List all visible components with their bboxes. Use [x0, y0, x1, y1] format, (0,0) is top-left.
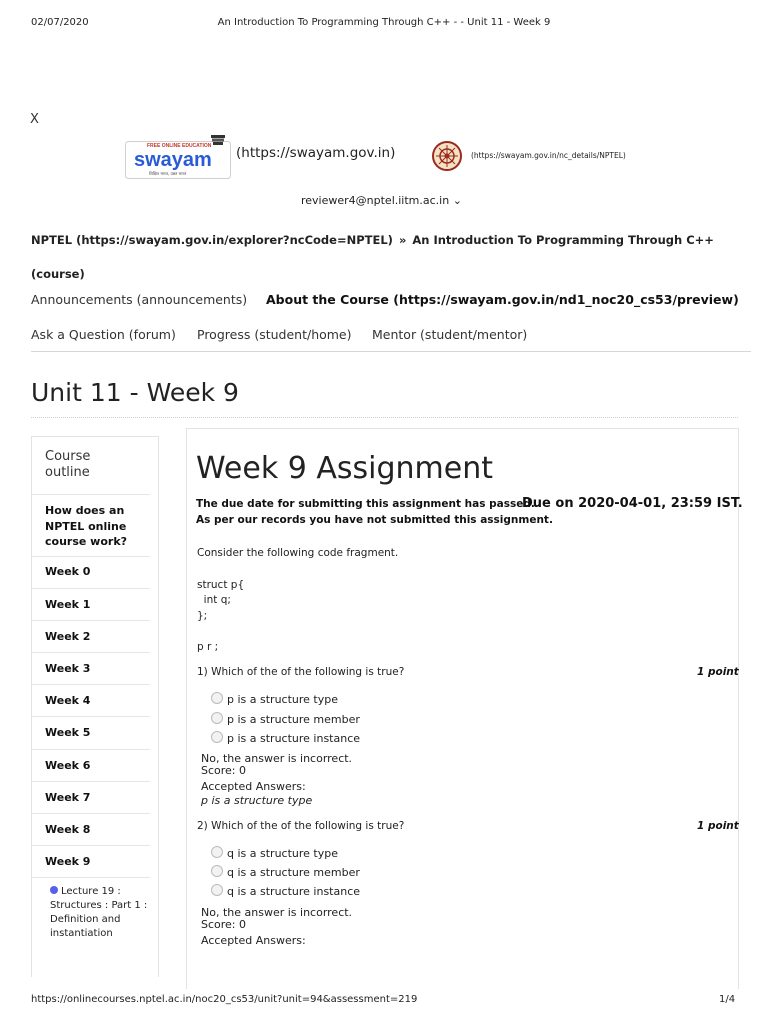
sidebar-divider [32, 749, 150, 750]
sidebar-divider [32, 845, 150, 846]
question-1-option[interactable] [211, 731, 360, 745]
option-label: p is a structure instance [227, 732, 361, 745]
question-1-accepted-answer: p is a structure type [201, 794, 313, 807]
code-line: int q; [197, 594, 231, 606]
question-1-option[interactable] [211, 692, 338, 706]
swayam-subtext: शिक्षित भारत, उन्नत भारत [149, 171, 187, 176]
question-2-points: 1 point [697, 820, 739, 832]
print-page-number: 1/4 [719, 994, 736, 1005]
sidebar-divider [32, 716, 150, 717]
nav-announcements[interactable]: Announcements (announcements) [31, 292, 248, 307]
user-menu[interactable] [301, 194, 462, 207]
assignment-panel [186, 428, 739, 989]
question-2-feedback: No, the answer is incorrect. [201, 906, 353, 919]
current-lecture-dot-icon [50, 886, 58, 894]
assignment-title: Week 9 Assignment [196, 451, 493, 486]
question-1-accepted-label: Accepted Answers: [201, 780, 306, 793]
question-1-points: 1 point [697, 666, 739, 678]
sidebar-item-week-9[interactable]: Week 9 [45, 855, 91, 868]
sidebar-item-week-1[interactable]: Week 1 [45, 598, 91, 611]
sidebar-item-week-6[interactable]: Week 6 [45, 759, 91, 772]
question-2-option[interactable] [211, 884, 360, 898]
question-intro: Consider the following code fragment. [197, 547, 399, 559]
user-email: reviewer4@nptel.iitm.ac.in [301, 194, 450, 207]
sidebar-divider [32, 781, 150, 782]
sidebar-item-week-2[interactable]: Week 2 [45, 630, 91, 643]
nav-progress[interactable]: Progress (student/home) [197, 327, 352, 342]
radio-button[interactable] [211, 865, 223, 877]
chevron-down-icon: ⌄ [452, 194, 462, 207]
option-label: q is a structure type [227, 847, 338, 860]
sidebar-divider [32, 813, 150, 814]
print-title: An Introduction To Programming Through C++ - - Unit 11 - Week 9 [217, 17, 551, 28]
nptel-link[interactable]: (https://swayam.gov.in/nc_details/NPTEL) [471, 151, 626, 160]
sidebar-divider [32, 620, 150, 621]
sidebar-divider [32, 684, 150, 685]
radio-button[interactable] [211, 884, 223, 896]
nav-about-label: About the Course (https://swayam.gov.in/nd1_noc20_cs53/preview) [266, 292, 739, 307]
sidebar-item-how-it-works[interactable]: How does an NPTEL online course work? [45, 504, 128, 548]
swayam-logo[interactable] [125, 135, 231, 179]
question-1-feedback: No, the answer is incorrect. [201, 752, 353, 765]
due-passed-notice: The due date for submitting this assignment has passed. [196, 498, 535, 510]
question-2-score: Score: 0 [201, 918, 247, 931]
question-2-option[interactable] [211, 846, 338, 860]
question-2-accepted-label: Accepted Answers: [201, 934, 306, 947]
option-label: q is a structure member [227, 866, 360, 879]
print-date: 02/07/2020 [31, 17, 89, 28]
code-line: }; [197, 610, 208, 622]
nptel-logo[interactable] [428, 141, 466, 171]
close-icon[interactable]: X [30, 112, 39, 127]
sidebar-lecture-link[interactable] [50, 885, 148, 941]
question-1-score: Score: 0 [201, 764, 247, 777]
nav-ask-question[interactable]: Ask a Question (forum) [31, 327, 176, 342]
radio-button[interactable] [211, 712, 223, 724]
sidebar-item-week-7[interactable]: Week 7 [45, 791, 91, 804]
question-1-option[interactable] [211, 712, 360, 726]
nav-about[interactable] [266, 292, 739, 307]
question-2-option[interactable] [211, 865, 360, 879]
sidebar-divider [32, 588, 150, 589]
radio-button[interactable] [211, 846, 223, 858]
option-label: p is a structure type [227, 693, 338, 706]
sidebar-divider [32, 494, 150, 495]
sidebar-heading: Course outline [45, 449, 91, 480]
sidebar-divider [32, 652, 150, 653]
nav-mentor[interactable]: Mentor (student/mentor) [372, 327, 528, 342]
swayam-logo-text: swayam [134, 149, 212, 171]
question-2-text: 2) Which of the of the following is true? [197, 820, 405, 832]
nav-divider [31, 351, 751, 352]
option-label: q is a structure instance [227, 885, 361, 898]
breadcrumb [31, 223, 721, 291]
sidebar-item-week-5[interactable]: Week 5 [45, 726, 91, 739]
radio-button[interactable] [211, 731, 223, 743]
sidebar-item-week-3[interactable]: Week 3 [45, 662, 91, 675]
swayam-link[interactable]: (https://swayam.gov.in) [236, 145, 396, 161]
radio-button[interactable] [211, 692, 223, 704]
breadcrumb-home[interactable]: NPTEL (https://swayam.gov.in/explorer?ncCode=NPTEL) [31, 233, 393, 247]
swayam-tagline: FREE ONLINE EDUCATION [147, 143, 212, 149]
print-url: https://onlinecourses.nptel.ac.in/noc20_cs53/unit?unit=94&assessment=219 [31, 994, 418, 1005]
question-1-text: 1) Which of the of the following is true? [197, 666, 405, 678]
sidebar-divider [32, 877, 150, 878]
code-line: struct p{ [197, 579, 245, 591]
not-submitted-notice: As per our records you have not submitted this assignment. [196, 514, 553, 526]
title-divider [31, 417, 738, 418]
sidebar-lecture-label: Lecture 19 : Structures : Part 1 : Definition and instantiation [50, 886, 148, 939]
due-date: Due on 2020-04-01, 23:59 IST. [522, 496, 743, 511]
sidebar-divider [32, 556, 150, 557]
breadcrumb-separator: » [398, 233, 407, 247]
course-outline-sidebar [31, 436, 159, 977]
breadcrumb-course[interactable]: An Introduction To Programming Through C++ (course) [31, 233, 714, 281]
page-title: Unit 11 - Week 9 [31, 378, 239, 407]
sidebar-item-week-8[interactable]: Week 8 [45, 823, 91, 836]
sidebar-item-week-0[interactable]: Week 0 [45, 565, 91, 578]
code-line: p r ; [197, 641, 219, 653]
option-label: p is a structure member [227, 713, 360, 726]
sidebar-item-week-4[interactable]: Week 4 [45, 694, 91, 707]
